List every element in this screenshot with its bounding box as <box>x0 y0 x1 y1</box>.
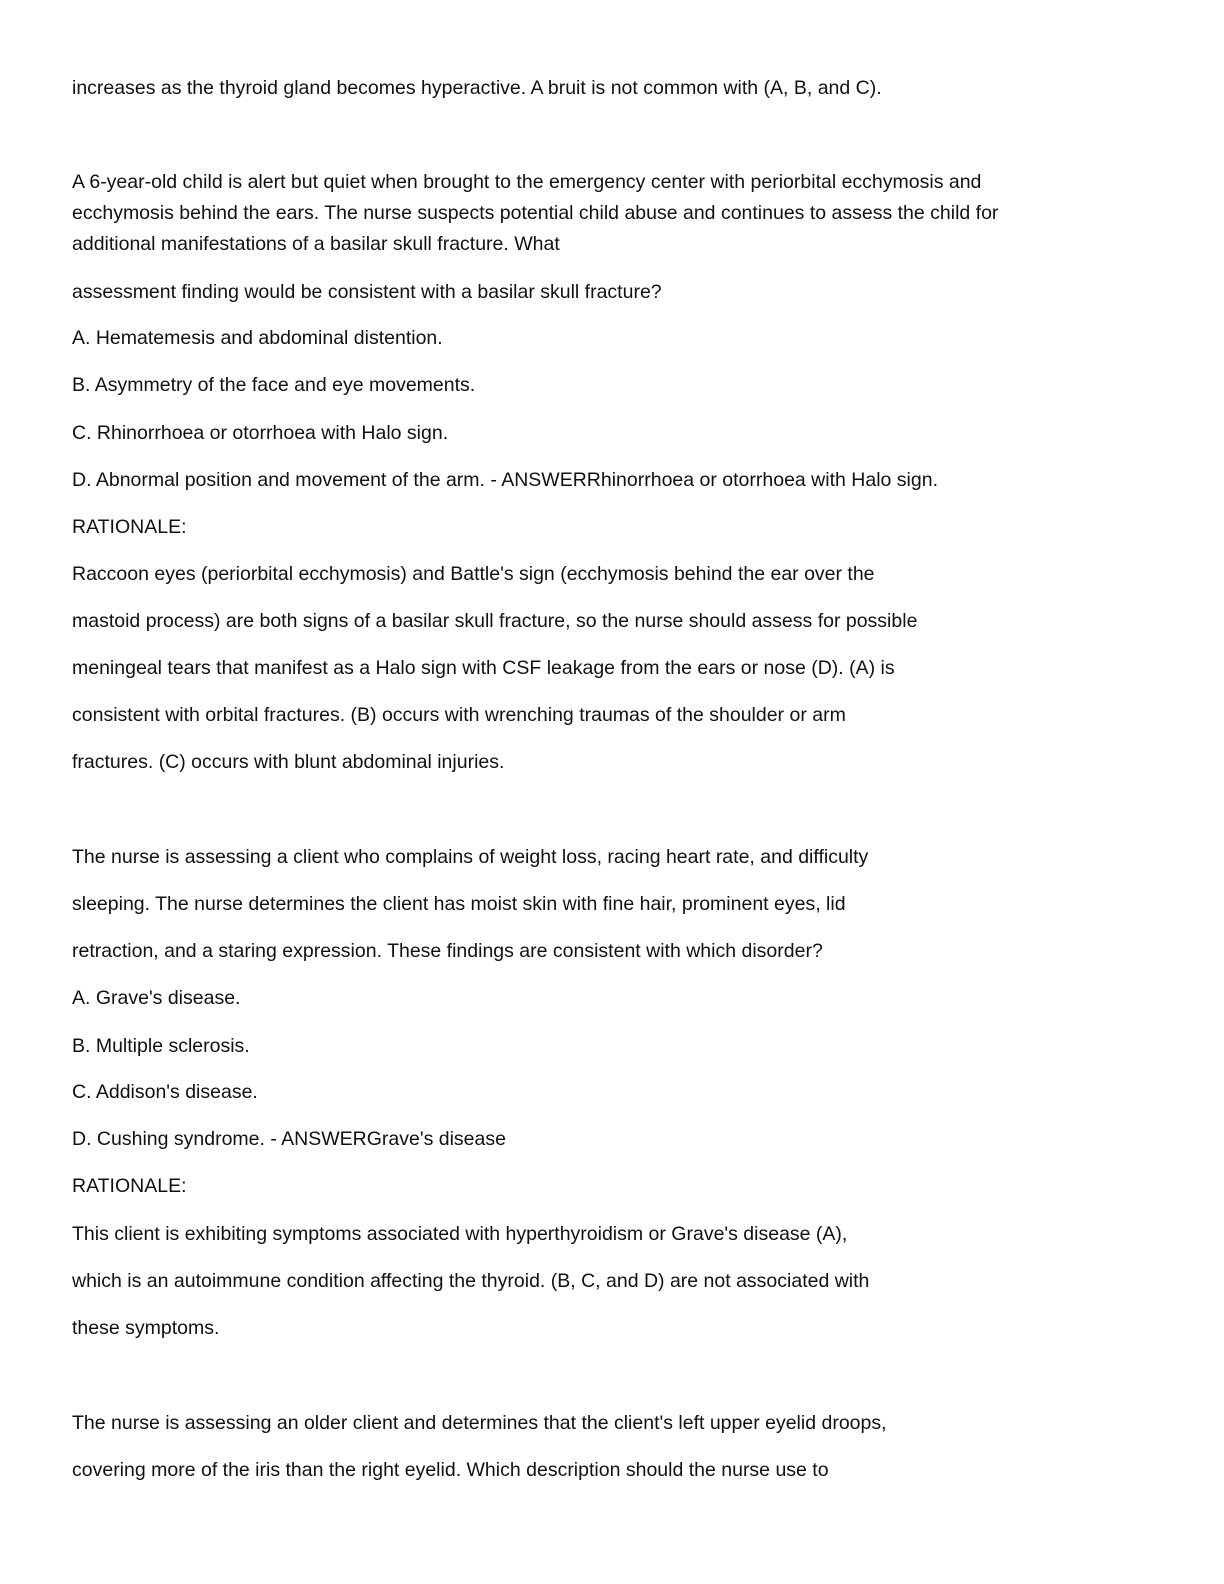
q2-rationale-line-2: which is an autoimmune condition affecting the thyroid. (B, C, and D) are not associated with <box>72 1270 870 1292</box>
q3-stem-line-2: covering more of the iris than the right eyelid. Which description should the nurse use to <box>72 1459 829 1481</box>
q1-rationale-line-1: Raccoon eyes (periorbital ecchymosis) and Battle's sign (ecchymosis behind the ear over the <box>72 563 875 585</box>
q1-option-a: A. Hematemesis and abdominal distention. <box>72 327 443 349</box>
q2-option-c: C. Addison's disease. <box>72 1081 258 1103</box>
q1-rationale-line-4: consistent with orbital fractures. (B) occurs with wrenching traumas of the shoulder or arm <box>72 704 846 726</box>
q2-stem-line-2: sleeping. The nurse determines the client has moist skin with fine hair, prominent eyes, lid <box>72 893 846 915</box>
q2-rationale-label: RATIONALE: <box>72 1175 187 1197</box>
q3-stem-line-1: The nurse is assessing an older client and determines that the client's left upper eyelid droops, <box>72 1412 887 1434</box>
intro-text: increases as the thyroid gland becomes hyperactive. A bruit is not common with (A, B, and C). <box>72 77 882 99</box>
q1-option-c: C. Rhinorrhoea or otorrhoea with Halo sign. <box>72 422 449 444</box>
q1-option-d-answer: D. Abnormal position and movement of the arm. - ANSWERRhinorrhoea or otorrhoea with Halo sign. <box>72 469 938 491</box>
q2-option-a: A. Grave's disease. <box>72 987 241 1009</box>
q1-stem-line-2: ecchymosis behind the ears. The nurse suspects potential child abuse and continues to assess the child for <box>72 202 999 224</box>
q2-stem-line-3: retraction, and a staring expression. These findings are consistent with which disorder? <box>72 940 823 962</box>
q2-rationale-line-3: these symptoms. <box>72 1317 220 1339</box>
q2-option-b: B. Multiple sclerosis. <box>72 1035 250 1057</box>
q1-rationale-line-2: mastoid process) are both signs of a basilar skull fracture, so the nurse should assess for possible <box>72 610 918 632</box>
q1-option-b: B. Asymmetry of the face and eye movements. <box>72 374 476 396</box>
q1-stem-line-3: additional manifestations of a basilar skull fracture. What <box>72 233 560 255</box>
q1-stem-line-4: assessment finding would be consistent with a basilar skull fracture? <box>72 281 662 303</box>
q2-option-d-answer: D. Cushing syndrome. - ANSWERGrave's disease <box>72 1128 506 1150</box>
q2-stem-line-1: The nurse is assessing a client who complains of weight loss, racing heart rate, and difficulty <box>72 846 869 868</box>
q1-rationale-line-3: meningeal tears that manifest as a Halo sign with CSF leakage from the ears or nose (D). (A) is <box>72 657 895 679</box>
q2-rationale-line-1: This client is exhibiting symptoms associated with hyperthyroidism or Grave's disease (A), <box>72 1223 848 1245</box>
q1-rationale-label: RATIONALE: <box>72 516 187 538</box>
q1-stem-line-1: A 6-year-old child is alert but quiet when brought to the emergency center with periorbital ecchymosis and <box>72 171 982 193</box>
q1-rationale-line-5: fractures. (C) occurs with blunt abdominal injuries. <box>72 751 505 773</box>
